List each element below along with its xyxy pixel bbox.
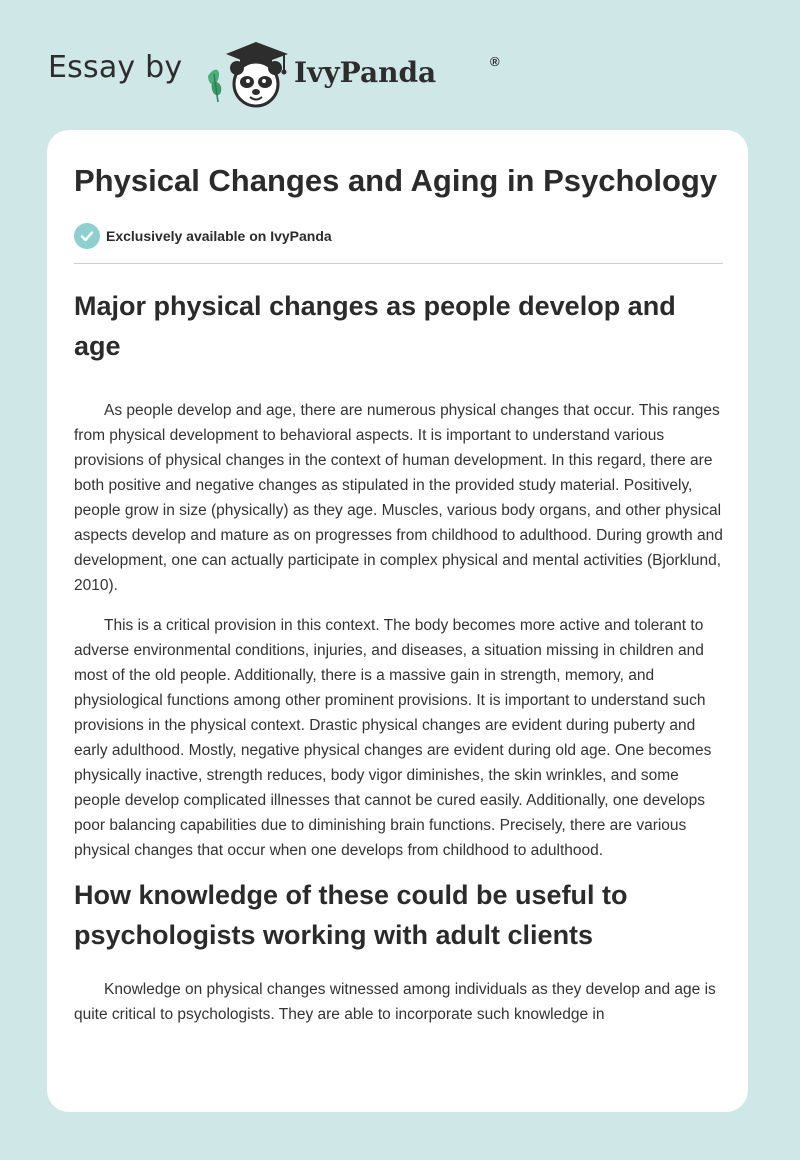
essay-content — [74, 160, 724, 1027]
paragraph: As people develop and age, there are numerous physical changes that occur. This ranges from physical development to behavioral aspects. It is important to understand various provisions of physical changes in the context of human development. In this regard, there are both positive and negative changes as stipulated in the provided study material. Positively, people grow in size (physically) as they age. Muscles, various body organs, and other physical aspects develop and mature as on progresses from childhood to adulthood. During growth and development, one can actually participate in complex physical and mental activities (Bjorklund, 2010). — [74, 402, 723, 594]
registered-mark: ® — [490, 54, 500, 69]
page-title: Physical Changes and Aging in Psychology — [74, 163, 718, 198]
exclusive-label: Exclusively available on IvyPanda — [106, 228, 332, 244]
brand-header — [48, 36, 508, 116]
divider — [74, 263, 723, 264]
panda-graduate-icon[interactable] — [204, 36, 294, 110]
section-heading: How knowledge of these could be useful to psychologists working with adult clients — [74, 880, 628, 950]
paragraph: This is a critical provision in this context. The body becomes more active and tolerant to adverse environmental conditions, injuries, and diseases, a situation missing in children and most of the old people. Additionally, there is a massive gain in strength, memory, and physiological functions among other prominent provisions. It is important to understand such provisions in the physical context. Drastic physical changes are evident during puberty and early adulthood. Mostly, negative physical changes are evident during old age. One becomes physically inactive, strength reduces, body vigor diminishes, the skin wrinkles, and some people develop complicated illnesses that cannot be cured easily. Additionally, one develops poor balancing capabilities due to diminishing brain functions. Precisely, there are various physical changes that occur when one develops from childhood to adulthood. — [74, 617, 712, 859]
paragraph: Knowledge on physical changes witnessed among individuals as they develop and age is quite critical to psychologists. They are able to incorporate such knowledge in — [74, 981, 716, 1023]
exclusive-badge — [74, 222, 724, 250]
section-heading: Major physical changes as people develop and age — [74, 291, 676, 361]
essay-card — [47, 130, 748, 1112]
check-circle-icon — [74, 223, 100, 249]
brand-name[interactable]: IvyPanda — [294, 56, 437, 89]
brand-prefix: Essay by — [48, 50, 183, 85]
